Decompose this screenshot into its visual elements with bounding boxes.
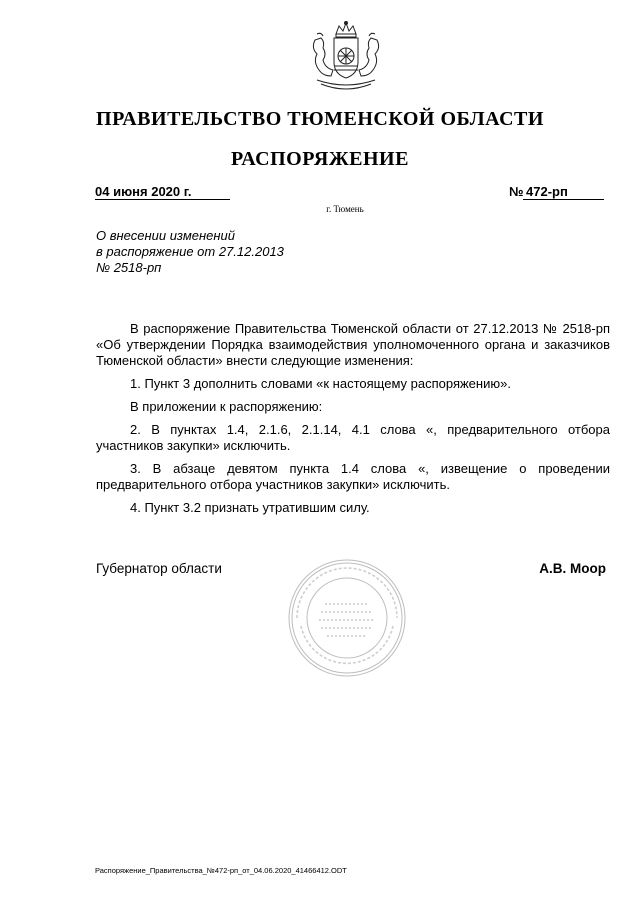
body-paragraph: 1. Пункт 3 дополнить словами «к настоящему распоряжению».	[130, 376, 511, 391]
body-paragraph: В распоряжение Правительства Тюменской области от 27.12.2013 № 2518-рп «Об утверждении Порядка взаимодействия уполномоченного органа и заказчиков Тюменской области» внести следующие изменения:	[96, 321, 610, 368]
document-type: РАСПОРЯЖЕНИЕ	[231, 148, 409, 170]
document-body	[96, 321, 610, 523]
signer-title: Губернатор области	[96, 561, 222, 576]
body-paragraph: 3. В абзаце девятом пункта 1.4 слова «, извещение о проведении предварительного отбора участников закупки» исключить.	[96, 461, 610, 492]
document-date: 04 июня 2020 г.	[95, 184, 230, 200]
document-subject	[96, 228, 284, 276]
body-paragraph: В приложении к распоряжению:	[130, 399, 323, 414]
organization-title: ПРАВИТЕЛЬСТВО ТЮМЕНСКОЙ ОБЛАСТИ	[96, 108, 544, 130]
footer-filename: Распоряжение_Правительства_№472-рп_от_04.06.2020_41466412.ODT	[95, 866, 347, 875]
number-sign: №	[509, 184, 524, 199]
document-number-field	[509, 184, 604, 200]
coat-of-arms-icon	[303, 20, 389, 96]
body-paragraph: 2. В пунктах 1.4, 2.1.6, 2.1.14, 4.1 слова «, предварительного отбора участников закупки» исключить.	[96, 422, 610, 453]
signer-name: А.В. Моор	[539, 561, 606, 576]
subject-line: О внесении изменений	[96, 228, 235, 243]
round-seal-stamp	[285, 556, 410, 681]
subject-line: № 2518-рп	[96, 260, 162, 275]
document-number: 472-рп	[523, 184, 604, 200]
subject-line: в распоряжение от 27.12.2013	[96, 244, 284, 259]
body-paragraph: 4. Пункт 3.2 признать утратившим силу.	[130, 500, 370, 515]
document-city: г. Тюмень	[326, 204, 364, 214]
